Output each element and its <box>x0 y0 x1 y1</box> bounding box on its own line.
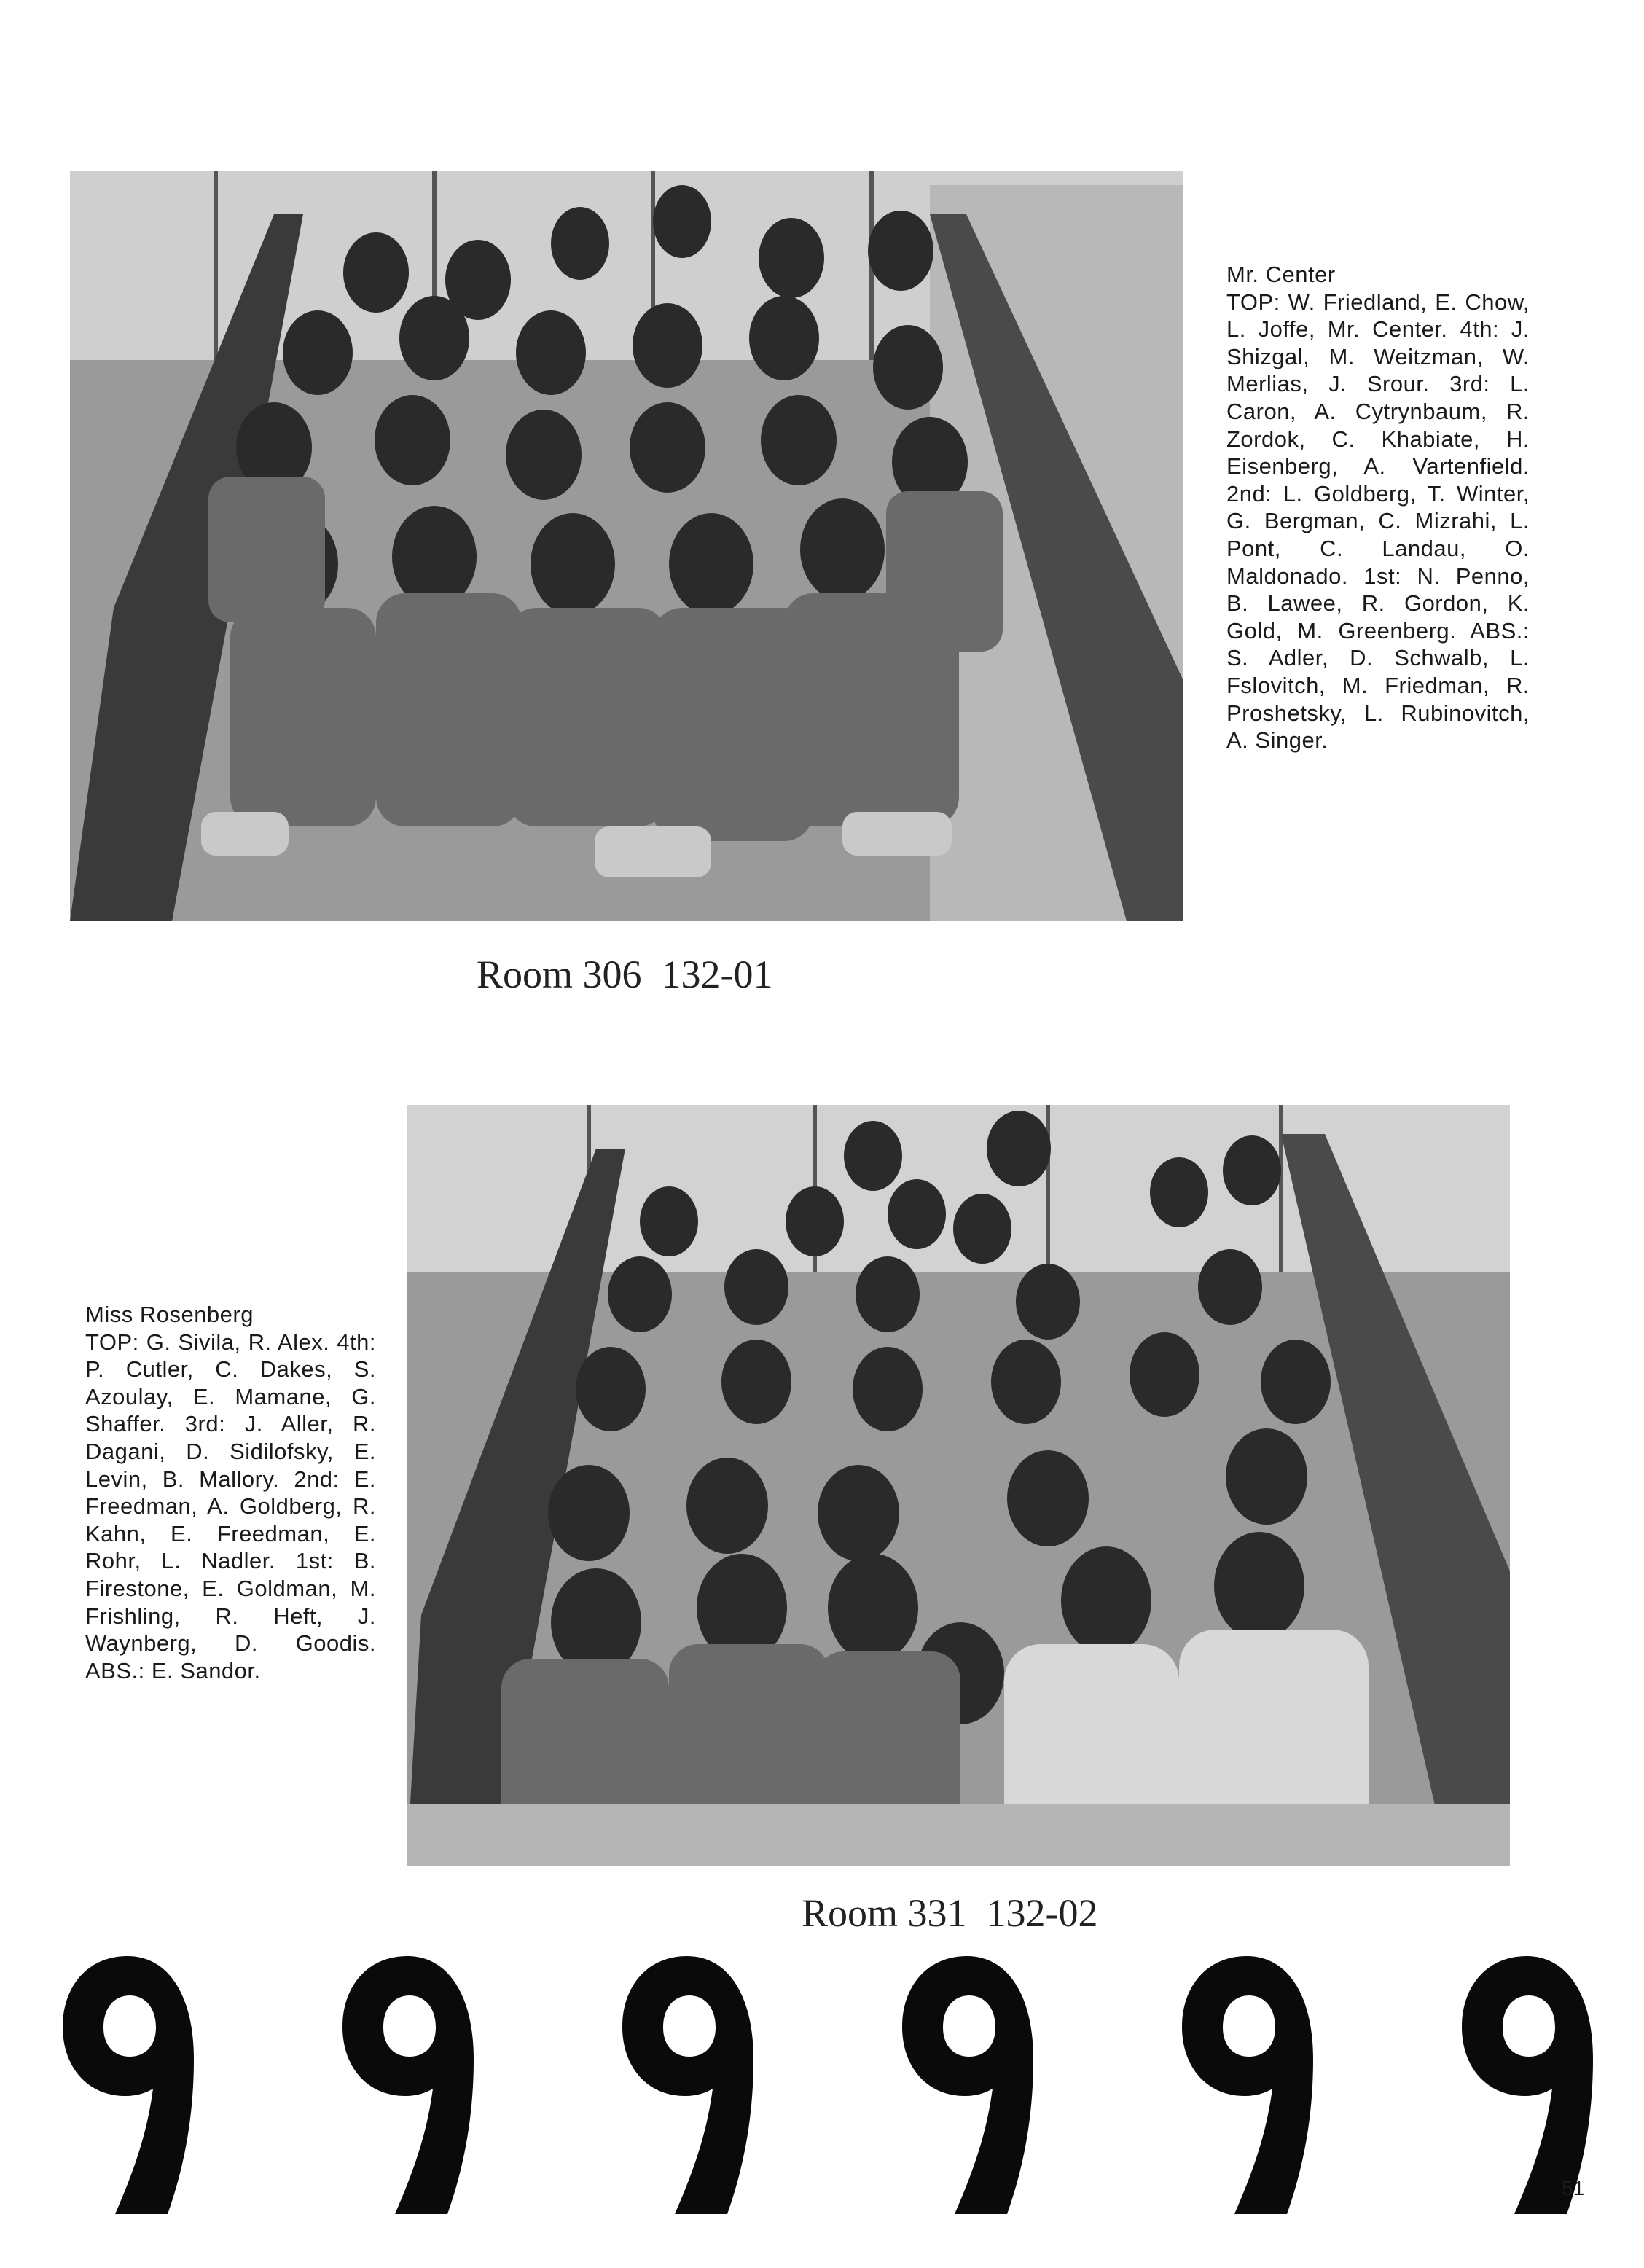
photo-image <box>407 1105 1510 1866</box>
teacher-name: Miss Rosenberg <box>85 1302 254 1327</box>
decorative-nine-icon <box>898 1950 1036 2220</box>
room-title: Room 331 132-02 <box>802 1891 1098 1935</box>
page-number: 51 <box>1562 2177 1585 2199</box>
decorative-nine-icon <box>618 1950 756 2220</box>
class-photo-room-306 <box>70 171 1183 921</box>
room-title: Room 306 132-01 <box>477 953 773 996</box>
decorative-nines-row <box>58 1950 1596 2220</box>
student-roster: TOP: G. Sivila, R. Alex. 4th: P. Cutler, C. Dakes, S. Azoulay, E. Mamane, G. Shaffer. 3rd: J. Aller, R. Dagani, D. Sidilofsky, E. Levin, B. Mallory. 2nd: E. Freedman, A. Goldberg, R. Kahn, E. Freedman, E. Rohr, L. Nadler. 1st: B. Firestone, E. Goldman, M. Frishling, R. Heft, J. Waynberg, D. Goodis. ABS.: E. Sandor. <box>85 1329 376 1684</box>
photo-image <box>70 171 1183 921</box>
class-photo-room-331 <box>407 1105 1510 1866</box>
decorative-nine-icon <box>338 1950 477 2220</box>
teacher-name: Mr. Center <box>1226 262 1336 287</box>
decorative-nine-icon <box>58 1950 197 2220</box>
caption-room-306 <box>1226 261 1530 754</box>
student-roster: TOP: W. Friedland, E. Chow, L. Joffe, Mr. Center. 4th: J. Shizgal, M. Weitzman, W. Merlias, J. Srour. 3rd: L. Caron, A. Cytrynbaum, R. Zordok, C. Khabiate, H. Eisenberg, A. Vartenfield. 2nd: L. Goldberg, T. Winter, G. Bergman, C. Mizrahi, L. Pont, C. Landau, O. Maldonado. 1st: N. Penno, B. Lawee, R. Gordon, K. Gold, M. Greenberg. ABS.: S. Adler, D. Schwalb, L. Fslovitch, M. Friedman, R. Proshetsky, L. Rubinovitch, A. Singer. <box>1226 289 1530 754</box>
decorative-nine-icon <box>1178 1950 1316 2220</box>
caption-room-331 <box>85 1301 376 1684</box>
